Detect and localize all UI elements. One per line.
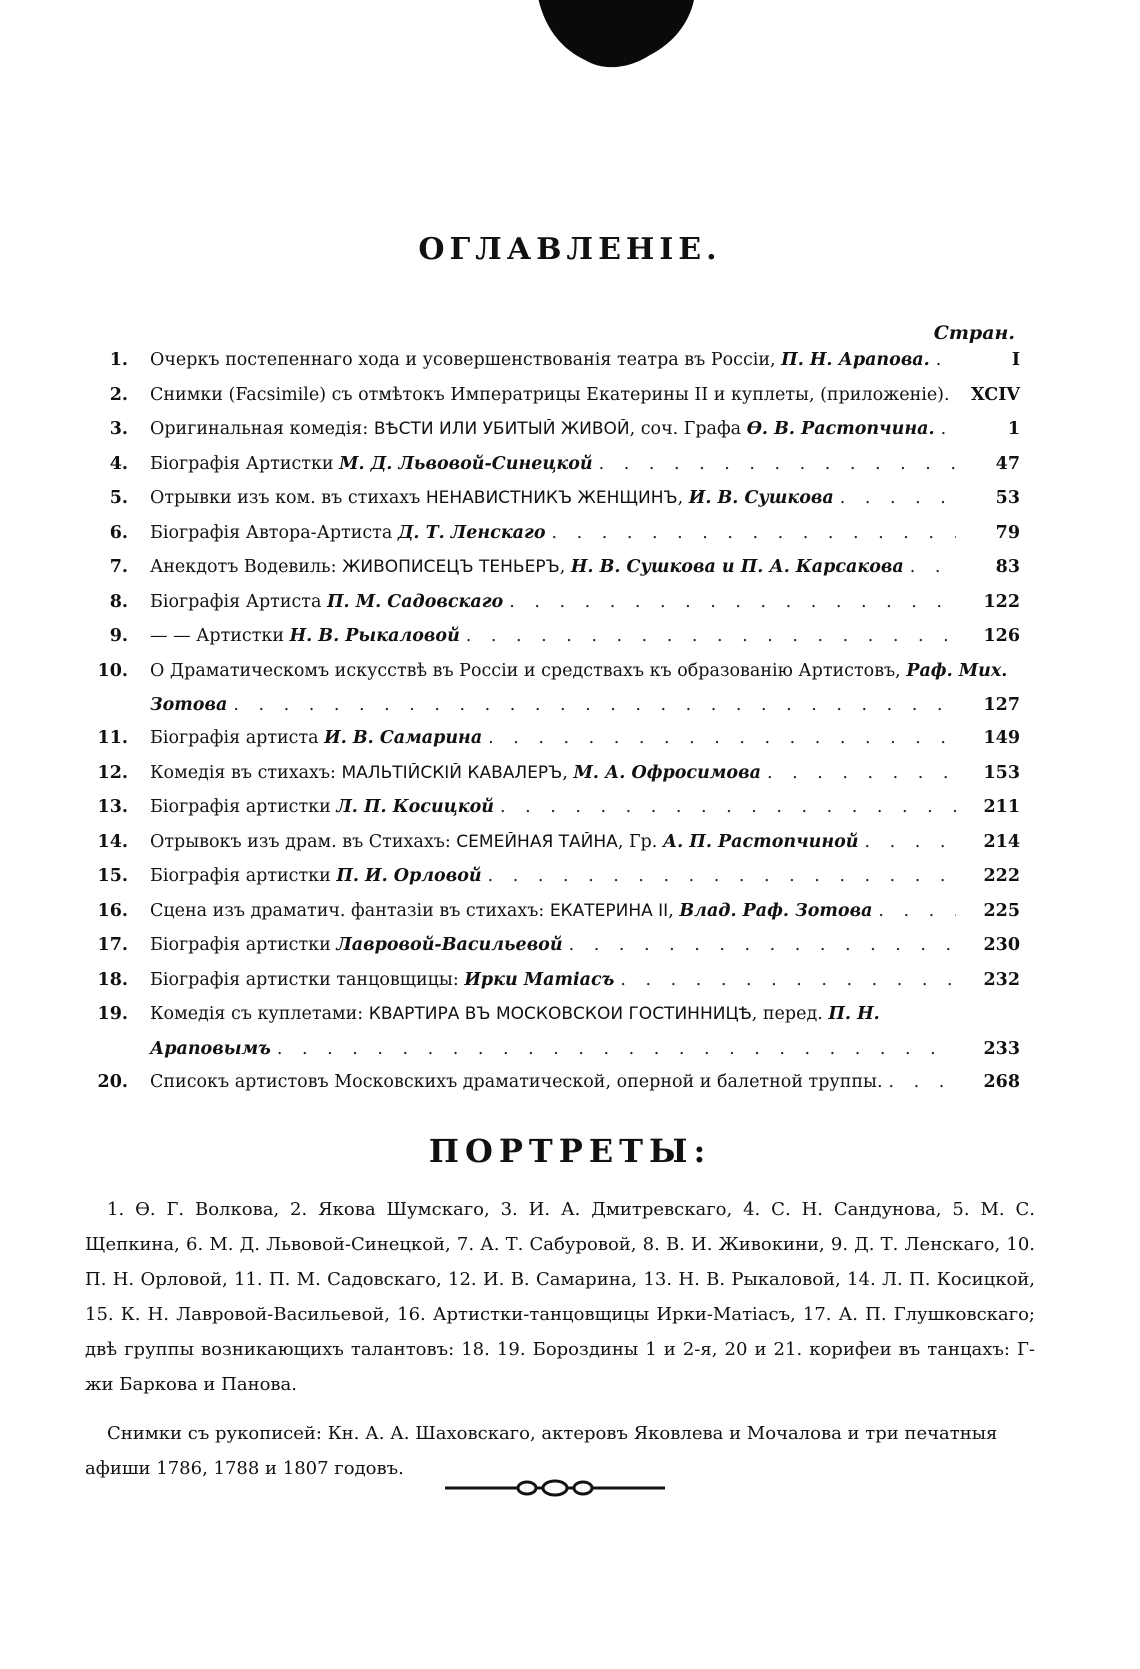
toc-page: 225 xyxy=(983,900,1020,921)
toc-leader-dots xyxy=(488,866,956,886)
toc-text: Біографія артиста xyxy=(150,728,325,748)
toc-number: 3. xyxy=(109,419,128,439)
toc-text: Сцена изъ драматич. фантазіи въ стихахъ: xyxy=(150,900,550,921)
toc-text: Біографія Автора-Артиста xyxy=(150,522,398,543)
toc-leader-dots xyxy=(767,763,956,783)
toc-author: Лавровой-Васильевой xyxy=(336,935,563,955)
toc-row xyxy=(80,419,1020,454)
toc-number: 12. xyxy=(97,762,128,783)
toc-number: 4. xyxy=(109,453,128,474)
table-of-contents xyxy=(80,350,1020,1106)
toc-text-2: , Гр. xyxy=(617,831,663,852)
toc-title xyxy=(150,1004,880,1024)
toc-number: 14. xyxy=(97,831,128,852)
toc-title xyxy=(150,797,494,817)
toc-text: Комедія въ стихахъ: xyxy=(150,762,342,783)
toc-author: Н. В. Рыкаловой xyxy=(289,626,460,646)
toc-page: 47 xyxy=(995,453,1020,474)
toc-leader-dots xyxy=(488,728,956,748)
toc-author: Раф. Мих. xyxy=(906,660,1008,681)
toc-work-title: МАЛЬТІЙСКІЙ КАВАЛЕРЪ xyxy=(341,762,563,783)
toc-number: 18. xyxy=(97,969,128,990)
toc-author: П. Н. Арапова. xyxy=(781,350,930,370)
toc-leader-dots xyxy=(620,970,956,990)
toc-text: Снимки (Facsimile) съ отмѣтокъ Императрицы Екатерины II и куплеты, (приложеніе). xyxy=(150,384,950,405)
toc-text: Списокъ артистовъ Московскихъ драматической, оперной и балетной труппы. xyxy=(150,1071,883,1092)
toc-number: 7. xyxy=(109,557,128,577)
toc-text-2: , xyxy=(677,488,689,508)
toc-row xyxy=(80,350,1020,385)
toc-leader-dots xyxy=(500,797,956,817)
toc-work-title: СЕМЕЙНАЯ ТАЙНА xyxy=(456,831,618,852)
toc-title xyxy=(150,350,930,370)
toc-author: П. И. Орловой xyxy=(336,866,482,886)
toc-text: Біографія артистки xyxy=(150,797,337,817)
toc-author: Ирки Матіасъ xyxy=(464,969,615,990)
portraits-list: 1. Ѳ. Г. Волкова, 2. Якова Шумскаго, 3. И. А. Дмитревскаго, 4. С. Н. Сандунова, 5. М. С. Щепкина, 6. М. Д. Львовой-Синецкой, 7. А. Т. Сабуровой, 8. В. И. Живокини, 9. Д. Т. Ленскаго, 10. П. Н. Орловой, 11. П. М. Садовскаго, 12. И. В. Самарина, 13. Н. В. Рыкаловой, 14. Л. П. Косицкой, 15. К. Н. Лавровой-Васильевой, 16. Артистки-танцовщицы Ирки-Матіасъ, 17. А. П. Глушковскаго; двѣ группы возникающихъ талантовъ: 18. 19. Бороздины 1 и 2-я, 20 и 21. корифеи въ танцахъ: Г-жи Баркова и Панова. xyxy=(85,1199,1035,1395)
toc-text: Комедія съ куплетами: xyxy=(150,1004,369,1024)
toc-leader-dots xyxy=(466,626,956,646)
toc-leader-dots xyxy=(910,557,956,577)
toc-row xyxy=(80,454,1020,489)
toc-author: Н. В. Сушкова и П. А. Карсакова xyxy=(570,557,904,577)
toc-text: — — Артистки xyxy=(150,626,290,646)
toc-page: 230 xyxy=(983,935,1020,955)
toc-page: 122 xyxy=(983,591,1020,612)
toc-title xyxy=(150,488,834,508)
toc-author-continuation: Зотова xyxy=(150,695,228,715)
toc-title xyxy=(150,935,563,955)
portraits-title: ПОРТРЕТЫ: xyxy=(428,1132,712,1170)
toc-title xyxy=(150,626,460,646)
toc-leader-dots xyxy=(941,419,956,439)
toc-leader-dots xyxy=(936,350,956,370)
toc-row xyxy=(80,832,1020,867)
toc-title xyxy=(150,385,950,405)
toc-page: I xyxy=(1011,350,1020,370)
toc-title xyxy=(150,763,761,783)
toc-continuation xyxy=(150,1039,271,1059)
toc-author: Д. Т. Ленскаго xyxy=(397,522,546,543)
toc-row xyxy=(80,488,1020,523)
toc-row xyxy=(80,935,1020,970)
toc-title xyxy=(150,419,935,439)
ink-blot xyxy=(530,0,700,75)
toc-text-2: , перед. xyxy=(751,1004,829,1024)
toc-row xyxy=(80,866,1020,901)
toc-author: И. В. Сушкова xyxy=(688,488,834,508)
toc-author: Ѳ. В. Растопчина. xyxy=(746,419,935,439)
toc-row xyxy=(80,385,1020,420)
toc-page: 268 xyxy=(983,1071,1020,1092)
ornament-divider xyxy=(445,1478,665,1498)
toc-page: 126 xyxy=(983,626,1020,646)
toc-leader-dots xyxy=(889,1072,956,1092)
toc-text-2: , xyxy=(559,557,571,577)
toc-row xyxy=(80,557,1020,592)
toc-row xyxy=(80,626,1020,661)
toc-number: 2. xyxy=(109,384,128,405)
toc-title xyxy=(150,728,482,748)
toc-author-continuation: Араповымъ xyxy=(150,1038,271,1059)
toc-author: М. А. Офросимова xyxy=(573,762,761,783)
toc-title xyxy=(150,970,614,990)
toc-title xyxy=(150,592,503,612)
toc-leader-dots xyxy=(599,454,956,474)
toc-page: 153 xyxy=(983,762,1020,783)
toc-text: Анекдотъ Водевиль: xyxy=(150,557,343,577)
toc-text: Біографія Артистки xyxy=(150,453,340,474)
toc-page: 149 xyxy=(983,728,1020,748)
toc-number: 1. xyxy=(109,350,128,370)
toc-text: Біографія Артиста xyxy=(150,591,327,612)
toc-text: О Драматическомъ искусствѣ въ Россіи и средствахъ къ образованію Артистовъ, xyxy=(150,660,907,681)
toc-row xyxy=(80,661,1020,696)
toc-work-title: НЕНАВИСТНИКЪ ЖЕНЩИНЪ xyxy=(425,488,678,508)
toc-title xyxy=(150,557,904,577)
toc-number: 15. xyxy=(97,866,128,886)
toc-author: А. П. Растопчиной xyxy=(662,831,859,852)
toc-number: 13. xyxy=(97,797,128,817)
toc-row xyxy=(80,1072,1020,1107)
toc-text: Оригинальная комедія: xyxy=(150,419,374,439)
toc-page: 232 xyxy=(983,969,1020,990)
toc-author: Л. П. Косицкой xyxy=(336,797,494,817)
toc-leader-dots xyxy=(552,523,956,543)
toc-row xyxy=(80,763,1020,798)
toc-number: 11. xyxy=(97,728,128,748)
toc-title xyxy=(150,661,1007,681)
toc-number: 8. xyxy=(109,591,128,612)
toc-text: Отрывокъ изъ драм. въ Стихахъ: xyxy=(150,831,457,852)
toc-author: Влад. Раф. Зотова xyxy=(679,900,873,921)
toc-page: 127 xyxy=(983,695,1020,715)
facsimile-note: Снимки съ рукописей: Кн. А. А. Шаховскаго, актеровъ Яковлева и Мочалова и три печатныя афиши 1786, 1788 и 1807 годовъ. xyxy=(85,1423,998,1479)
toc-text: Очеркъ постепеннаго хода и усовершенствованія театра въ Россіи, xyxy=(150,350,782,370)
toc-title xyxy=(150,866,482,886)
toc-leader-dots xyxy=(878,901,956,921)
toc-title xyxy=(150,901,872,921)
toc-row xyxy=(80,970,1020,1005)
toc-row xyxy=(80,1004,1020,1039)
toc-continuation xyxy=(150,695,227,715)
page-column-header: Стран. xyxy=(933,322,1015,344)
toc-leader-dots xyxy=(840,488,956,508)
toc-row xyxy=(80,523,1020,558)
toc-title xyxy=(150,1072,883,1092)
toc-page: 83 xyxy=(995,557,1020,577)
toc-page: XCIV xyxy=(971,384,1020,405)
page-title: ОГЛАВЛЕНІЕ. xyxy=(418,232,722,267)
toc-leader-dots xyxy=(864,832,956,852)
toc-text: Біографія артистки танцовщицы: xyxy=(150,969,465,990)
toc-title xyxy=(150,832,858,852)
toc-page: 53 xyxy=(995,488,1020,508)
toc-leader-dots xyxy=(569,935,956,955)
toc-page: 211 xyxy=(983,797,1020,817)
toc-row xyxy=(80,728,1020,763)
toc-number: 9. xyxy=(109,626,128,646)
toc-row-continuation xyxy=(80,1039,1020,1072)
toc-row xyxy=(80,901,1020,936)
toc-title xyxy=(150,454,593,474)
toc-work-title: КВАРТИРА ВЪ МОСКОВСКОИ ГОСТИННИЦѢ xyxy=(368,1004,752,1024)
toc-leader-dots xyxy=(233,695,956,715)
toc-author: И. В. Самарина xyxy=(324,728,483,748)
toc-page: 1 xyxy=(1007,419,1020,439)
toc-author: П. Н. xyxy=(828,1004,880,1024)
toc-page: 79 xyxy=(995,522,1020,543)
toc-text-2: , xyxy=(562,762,574,783)
toc-text: Біографія артистки xyxy=(150,935,337,955)
toc-page: 222 xyxy=(983,866,1020,886)
toc-row-continuation xyxy=(80,695,1020,728)
toc-text: Біографія артистки xyxy=(150,866,337,886)
toc-page: 233 xyxy=(983,1038,1020,1059)
toc-page: 214 xyxy=(983,831,1020,852)
toc-number: 17. xyxy=(97,935,128,955)
toc-author: М. Д. Львовой-Синецкой xyxy=(339,453,593,474)
toc-work-title: ЕКАТЕРИНА II xyxy=(549,900,669,921)
toc-number: 10. xyxy=(97,660,128,681)
toc-text-2: , xyxy=(668,900,680,921)
toc-leader-dots xyxy=(509,592,956,612)
toc-number: 16. xyxy=(97,900,128,921)
toc-leader-dots xyxy=(277,1039,956,1059)
toc-number: 6. xyxy=(109,522,128,543)
toc-work-title: ЖИВОПИСЕЦЪ ТЕНЬЕРЪ xyxy=(342,557,560,577)
toc-author: П. М. Садовскаго xyxy=(326,591,504,612)
toc-number: 19. xyxy=(97,1004,128,1024)
toc-number: 20. xyxy=(97,1071,128,1092)
toc-row xyxy=(80,797,1020,832)
toc-title xyxy=(150,523,546,543)
toc-number: 5. xyxy=(109,488,128,508)
toc-text-2: , соч. Графа xyxy=(629,419,747,439)
toc-work-title: ВѢСТИ ИЛИ УБИТЫЙ ЖИВОЙ xyxy=(373,419,630,439)
toc-text: Отрывки изъ ком. въ стихахъ xyxy=(150,488,426,508)
toc-row xyxy=(80,592,1020,627)
